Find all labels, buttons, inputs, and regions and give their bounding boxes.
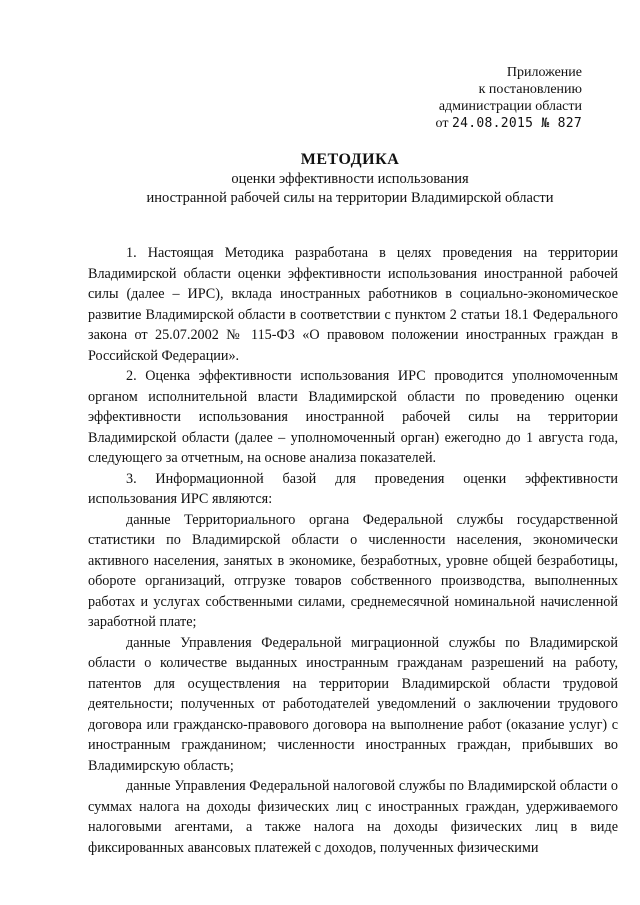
appendix-authority-line: администрации области xyxy=(438,99,582,114)
paragraph-1: 1. Настоящая Методика разработана в целях проведения на территории Владимирской области оценки эффективности использования иностранной рабочей силы (далее – ИРС), вклада иностранных работников в социально-экономическое развитие Владимирской области в соответствии с пунктом 2 статьи 18.1 Федерального закона от 25.07.2002 № 115-ФЗ «О правовом положении иностранных граждан в Российской Федерации». xyxy=(88,245,618,364)
appendix-resolution-line: к постановлению xyxy=(478,82,582,97)
paragraph-migration-data: данные Управления Федеральной миграционной службы по Владимирской области о количестве выданных иностранным гражданам разрешений на работу, патентов для осуществления на территории Владимирской области трудовой деятельности; полученных от работодателей уведомлений о заключении трудового договора или гражданско-правового договора на выполнение работ (оказание услуг) с иностранным гражданином; численности иностранных граждан, прибывших во Владимирскую область; xyxy=(88,634,618,774)
document-body xyxy=(88,243,618,858)
date-number-stamp: 24.08.2015 № 827 xyxy=(451,116,582,131)
appendix-header xyxy=(382,64,582,132)
paragraph-3: 3. Информационной базой для проведения оценки эффективности использования ИРС являются: xyxy=(88,470,618,507)
date-prefix: от xyxy=(435,116,449,131)
document-subtitle-line-2: иностранной рабочей силы на территории Владимирской области xyxy=(146,190,554,206)
document-title: МЕТОДИКА xyxy=(300,151,400,168)
document-title-block xyxy=(60,150,640,208)
document-subtitle-line-1: оценки эффективности использования xyxy=(231,171,469,187)
paragraph-2: 2. Оценка эффективности использования ИРС проводится уполномоченным органом исполнительной власти Владимирской области по проведению оценки эффективности использования иностранной рабочей силы на территории Владимирской области (далее – уполномоченный орган) ежегодно до 1 августа года, следующего за отчетным, на основе анализа показателей. xyxy=(88,368,618,466)
appendix-label: Приложение xyxy=(506,65,582,80)
paragraph-tax-data: данные Управления Федеральной налоговой службы по Владимирской области о суммах налога на доходы физических лиц с иностранных граждан, удерживаемого налоговыми агентами, а также налога на доходы физических лиц в виде фиксированных авансовых платежей с доходов, полученных физическими xyxy=(88,778,618,856)
paragraph-statistics-data: данные Территориального органа Федеральной службы государственной статистики по Владимирской области о численности населения, экономически активного населения, занятых в экономике, безработных, уровне общей безработицы, обороте организаций, отгрузке товаров собственного производства, выполненных работах и услугах собственными силами, среднемесячной номинальной начисленной заработной плате; xyxy=(88,511,618,630)
appendix-date-line xyxy=(382,115,582,132)
